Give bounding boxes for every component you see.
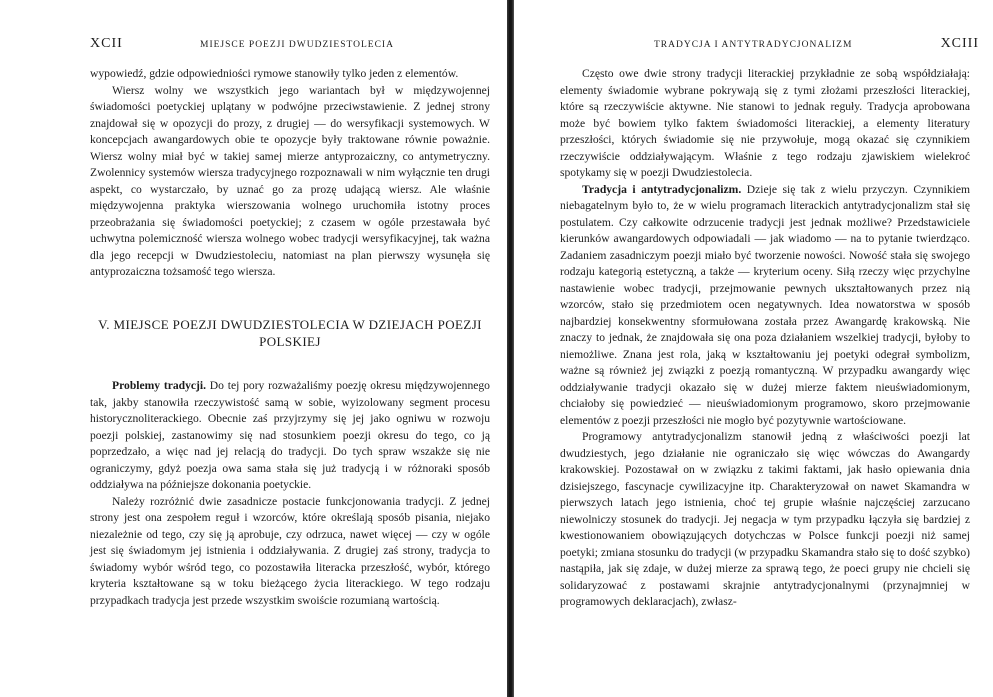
paragraph-text: Programowy antytradycjonalizm stanowił jedną z właściwości poezji lat dwudziestych, jego działanie nie ograniczało się więc wówczas do Awangardy krakowskiej. Pozostawał on w związku z takimi faktami, jak hasło opiewania dnia dzisiejszego, fascynacje cywilizacyjne itp. Charakteryzował on nawet Skamandra w pierwszych latach jego istnienia, choć tej grupie właśnie najczęściej zarzucano niewolniczy stosunek do tradycji. Jej negacja w tym przypadku łączyła się bardziej z kwestionowaniem obowiązujących dotychczas w Polsce funkcji poezji niż samej poetyki; zmiana stosunku do tradycji (w przypadku Skamandra stało się to dość szybko) nastąpiła, jak się zdaje, w dużej mierze za sprawą tego, że poeci grupy nie chcieli się solidaryzować z postawami skrajnie antytradycjonalnymi (przynajmniej w programowych deklaracjach), zwłasz- xyxy=(560,430,970,608)
paragraph-text: Dzieje się tak z wielu przyczyn. Czynnikiem niebagatelnym było to, że w wielu programach literackich antytradycjonalizm stał się postulatem. Czy całkowite odrzucenie tradycji jest jednak możliwe? Przedstawiciele kierunków awangardowych odpowiadali — jak wiadomo — na to pytanie twierdząco. Zadaniem zasadniczym poezji miało być tworzenie nowości. Nowość stała się swojego rodzaju kategorią estetyczną, a także — kryterium oceny. Siłą rzeczy więc przychylne nastawienie wobec tradycji, przejmowanie pewnych ukształtowanych przez nią wzorców, stało się przedmiotem ocen negatywnych. Idea nowatorstwa w sposób najbardziej konsekwentny sformułowana została przez Awangardę krakowską. Nie znaczy to jednak, że znajdowała się ona poza działaniem wszelkiej tradycji, byłoby to niemożliwe. Znana jest rola, jaką w kształtowaniu jej poetyki odegrał symbolizm, ważne są również jej związki z poezją romantyczną. W przypadku awangardy więc oddziaływanie tradycji okazało się w dużej mierze faktem nieuświadomionym, chciałoby się powiedzieć — nieuświadomionym programowo, skoro przejmowanie elementów z poezji przeszłości nie mogło być pozytywnie wartościowane. xyxy=(560,182,970,427)
left-text-before-heading xyxy=(90,66,490,281)
paragraph-text: Należy rozróżnić dwie zasadnicze postacie funkcjonowania tradycji. Z jednej strony jest ona zespołem reguł i wzorców, które określają sposób pisania, niejako niezależnie od tego, czy się ją aprobuje, czy odrzuca, nawet więcej — czy w ogóle jest się świadomym jej istnienia i oddziaływania. Z drugiej zaś strony, tradycja to świadomy wybór wśród tego, co pozostawiła literacka przeszłość, wybór, którego kryteria kształtowane są w toku bieżącego życia literackiego. W tego rodzaju przypadkach tradycja jest przede wszystkim swoiście rozumianą wartością. xyxy=(90,494,490,607)
book-gutter xyxy=(507,0,514,697)
left-text-after-heading xyxy=(90,378,490,609)
paragraph-text: Wiersz wolny we wszystkich jego wariantach był w międzywojennej świadomości poetyckiej uplątany w podwójne przeciwstawienie. Z jednej strony znajdował się w opozycji do prozy, z drugiej — do wersyfikacji systemowych. W koncepcjach awangardowych obie te opozycje były traktowane równie poważnie. Wiersz wolny miał być w takiej samej mierze antyprozaiczny, co antymetryczny. Zwolennicy systemów wiersza tradycyjnego rozpoznawali w nim wyłącznie ten drugi aspekt, co wystarczało, by uznać go za prozę udającą wiersz. Ale właśnie międzywojenna praktyka wierszowania wolnego uruchomiła istotny proces przeobrażania się świadomości poetyckiej; z czasem w ogóle przestawała być uchwytna polemiczność wiersza wolnego wobec tradycji wersyfikacyjnej, tak ważna dla jego recepcji w Dwudziestoleciu, natomiast na plan pierwszy wysunęła się antyprozaiczna tożsamość tego wiersza. xyxy=(90,83,490,278)
paragraph-text: Do tej pory rozważaliśmy poezję okresu międzywojennego tak, jakby stanowiła rzeczywistość samą w sobie, wyizolowany segment procesu historycznoliterackiego. Obecnie zaś przyjrzymy się jej jako ogniwu w rozwoju poezji polskiej, zastanowimy się nad stosunkiem poezji okresu do tego, co ją poprzedzało, a więc nad jej relacją do tradycji. Do tych spraw wszakże się nie ograniczymy, gdyż poezja owa sama stała się już tradycją i w różnoraki sposób oddziaływa na późniejsze dokonania poetyckie. xyxy=(90,379,490,491)
paragraph xyxy=(90,66,490,83)
paragraph-lead-heading: Tradycja i antytradycjonalizm. xyxy=(582,182,742,196)
paragraph xyxy=(560,182,970,430)
paragraph xyxy=(90,378,490,494)
paragraph xyxy=(560,66,970,182)
paragraph-text: wypowiedź, gdzie odpowiedniości rymowe stanowiły tylko jeden z elementów. xyxy=(90,67,459,80)
right-page-number: XCIII xyxy=(940,36,979,51)
paragraph xyxy=(90,83,490,281)
right-page xyxy=(514,0,993,697)
paragraph xyxy=(90,494,490,610)
left-running-head: MIEJSCE POEZJI DWUDZIESTOLECIA xyxy=(200,40,394,50)
paragraph-text: Często owe dwie strony tradycji literackiej przykładnie ze sobą współdziałają: elementy świadomie wybrane pokrywają się z tymi złożami przeszłości literackiej, które są rzeczywiście aktywne. Nie stanowi to jednak reguły. Tradycja aprobowana może być bowiem tylko faktem świadomości literackiej, a elementy literatury przeszłości, których świadomie się nie przywołuje, mogą okazać się czynnikiem rzeczywiście oddziaływającym. Właśnie z tego rodzaju zjawiskiem wielekroć spotykamy się w poezji Dwudziestolecia. xyxy=(560,67,970,179)
right-text xyxy=(560,66,970,611)
left-page-number: XCII xyxy=(90,36,123,51)
right-running-head: TRADYCJA I ANTYTRADYCJONALIZM xyxy=(654,40,853,50)
paragraph xyxy=(560,429,970,611)
paragraph-lead-heading: Problemy tradycji. xyxy=(112,379,207,392)
section-heading: V. MIEJSCE POEZJI DWUDZIESTOLECIA W DZIEJACH POEZJI POLSKIEJ xyxy=(98,317,482,349)
